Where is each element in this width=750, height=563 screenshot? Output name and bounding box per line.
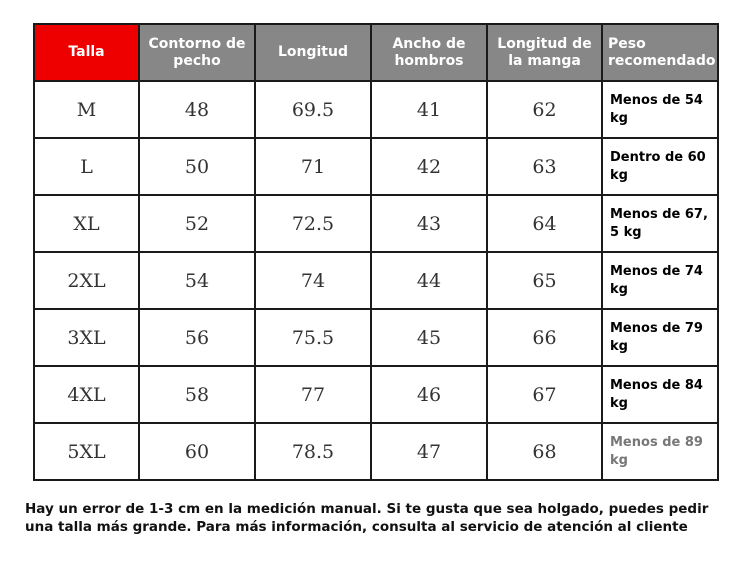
cell-weight: Menos de 54 kg — [602, 81, 718, 138]
cell-size: 2XL — [34, 252, 139, 309]
cell-length: 71 — [255, 138, 371, 195]
cell-sleeve: 64 — [487, 195, 602, 252]
cell-weight: Menos de 67, 5 kg — [602, 195, 718, 252]
table-header-row — [34, 24, 718, 81]
cell-sleeve: 62 — [487, 81, 602, 138]
table-row — [34, 423, 718, 480]
cell-shoulder: 42 — [371, 138, 487, 195]
cell-size: 5XL — [34, 423, 139, 480]
cell-weight: Menos de 79 kg — [602, 309, 718, 366]
cell-weight: Menos de 74 kg — [602, 252, 718, 309]
cell-weight: Dentro de 60 kg — [602, 138, 718, 195]
cell-shoulder: 41 — [371, 81, 487, 138]
cell-chest: 54 — [139, 252, 255, 309]
cell-sleeve: 67 — [487, 366, 602, 423]
cell-length: 75.5 — [255, 309, 371, 366]
cell-shoulder: 47 — [371, 423, 487, 480]
table-row — [34, 309, 718, 366]
cell-shoulder: 44 — [371, 252, 487, 309]
table-row — [34, 195, 718, 252]
measurement-note: Hay un error de 1-3 cm en la medición manual. Si te gusta que sea holgado, puedes pedir una talla más grande. Para más información, consulta al servicio de atención al cliente — [25, 501, 709, 535]
header-shoulder: Ancho de hombros — [371, 24, 487, 81]
header-length: Longitud — [255, 24, 371, 81]
cell-weight: Menos de 89 kg — [602, 423, 718, 480]
header-chest: Contorno de pecho — [139, 24, 255, 81]
cell-weight: Menos de 84 kg — [602, 366, 718, 423]
cell-size: L — [34, 138, 139, 195]
cell-shoulder: 43 — [371, 195, 487, 252]
table-row — [34, 366, 718, 423]
header-size: Talla — [34, 24, 139, 81]
cell-chest: 48 — [139, 81, 255, 138]
cell-chest: 56 — [139, 309, 255, 366]
cell-length: 78.5 — [255, 423, 371, 480]
cell-chest: 52 — [139, 195, 255, 252]
cell-sleeve: 63 — [487, 138, 602, 195]
size-chart-table — [33, 23, 719, 481]
header-weight: Peso recomendado — [602, 24, 718, 81]
cell-length: 74 — [255, 252, 371, 309]
cell-length: 69.5 — [255, 81, 371, 138]
cell-size: 3XL — [34, 309, 139, 366]
cell-size: M — [34, 81, 139, 138]
table-row — [34, 81, 718, 138]
cell-chest: 50 — [139, 138, 255, 195]
cell-shoulder: 45 — [371, 309, 487, 366]
cell-chest: 60 — [139, 423, 255, 480]
cell-size: XL — [34, 195, 139, 252]
cell-chest: 58 — [139, 366, 255, 423]
cell-length: 77 — [255, 366, 371, 423]
table-row — [34, 138, 718, 195]
cell-sleeve: 68 — [487, 423, 602, 480]
cell-shoulder: 46 — [371, 366, 487, 423]
cell-sleeve: 66 — [487, 309, 602, 366]
cell-length: 72.5 — [255, 195, 371, 252]
cell-size: 4XL — [34, 366, 139, 423]
table-row — [34, 252, 718, 309]
header-sleeve: Longitud de la manga — [487, 24, 602, 81]
cell-sleeve: 65 — [487, 252, 602, 309]
